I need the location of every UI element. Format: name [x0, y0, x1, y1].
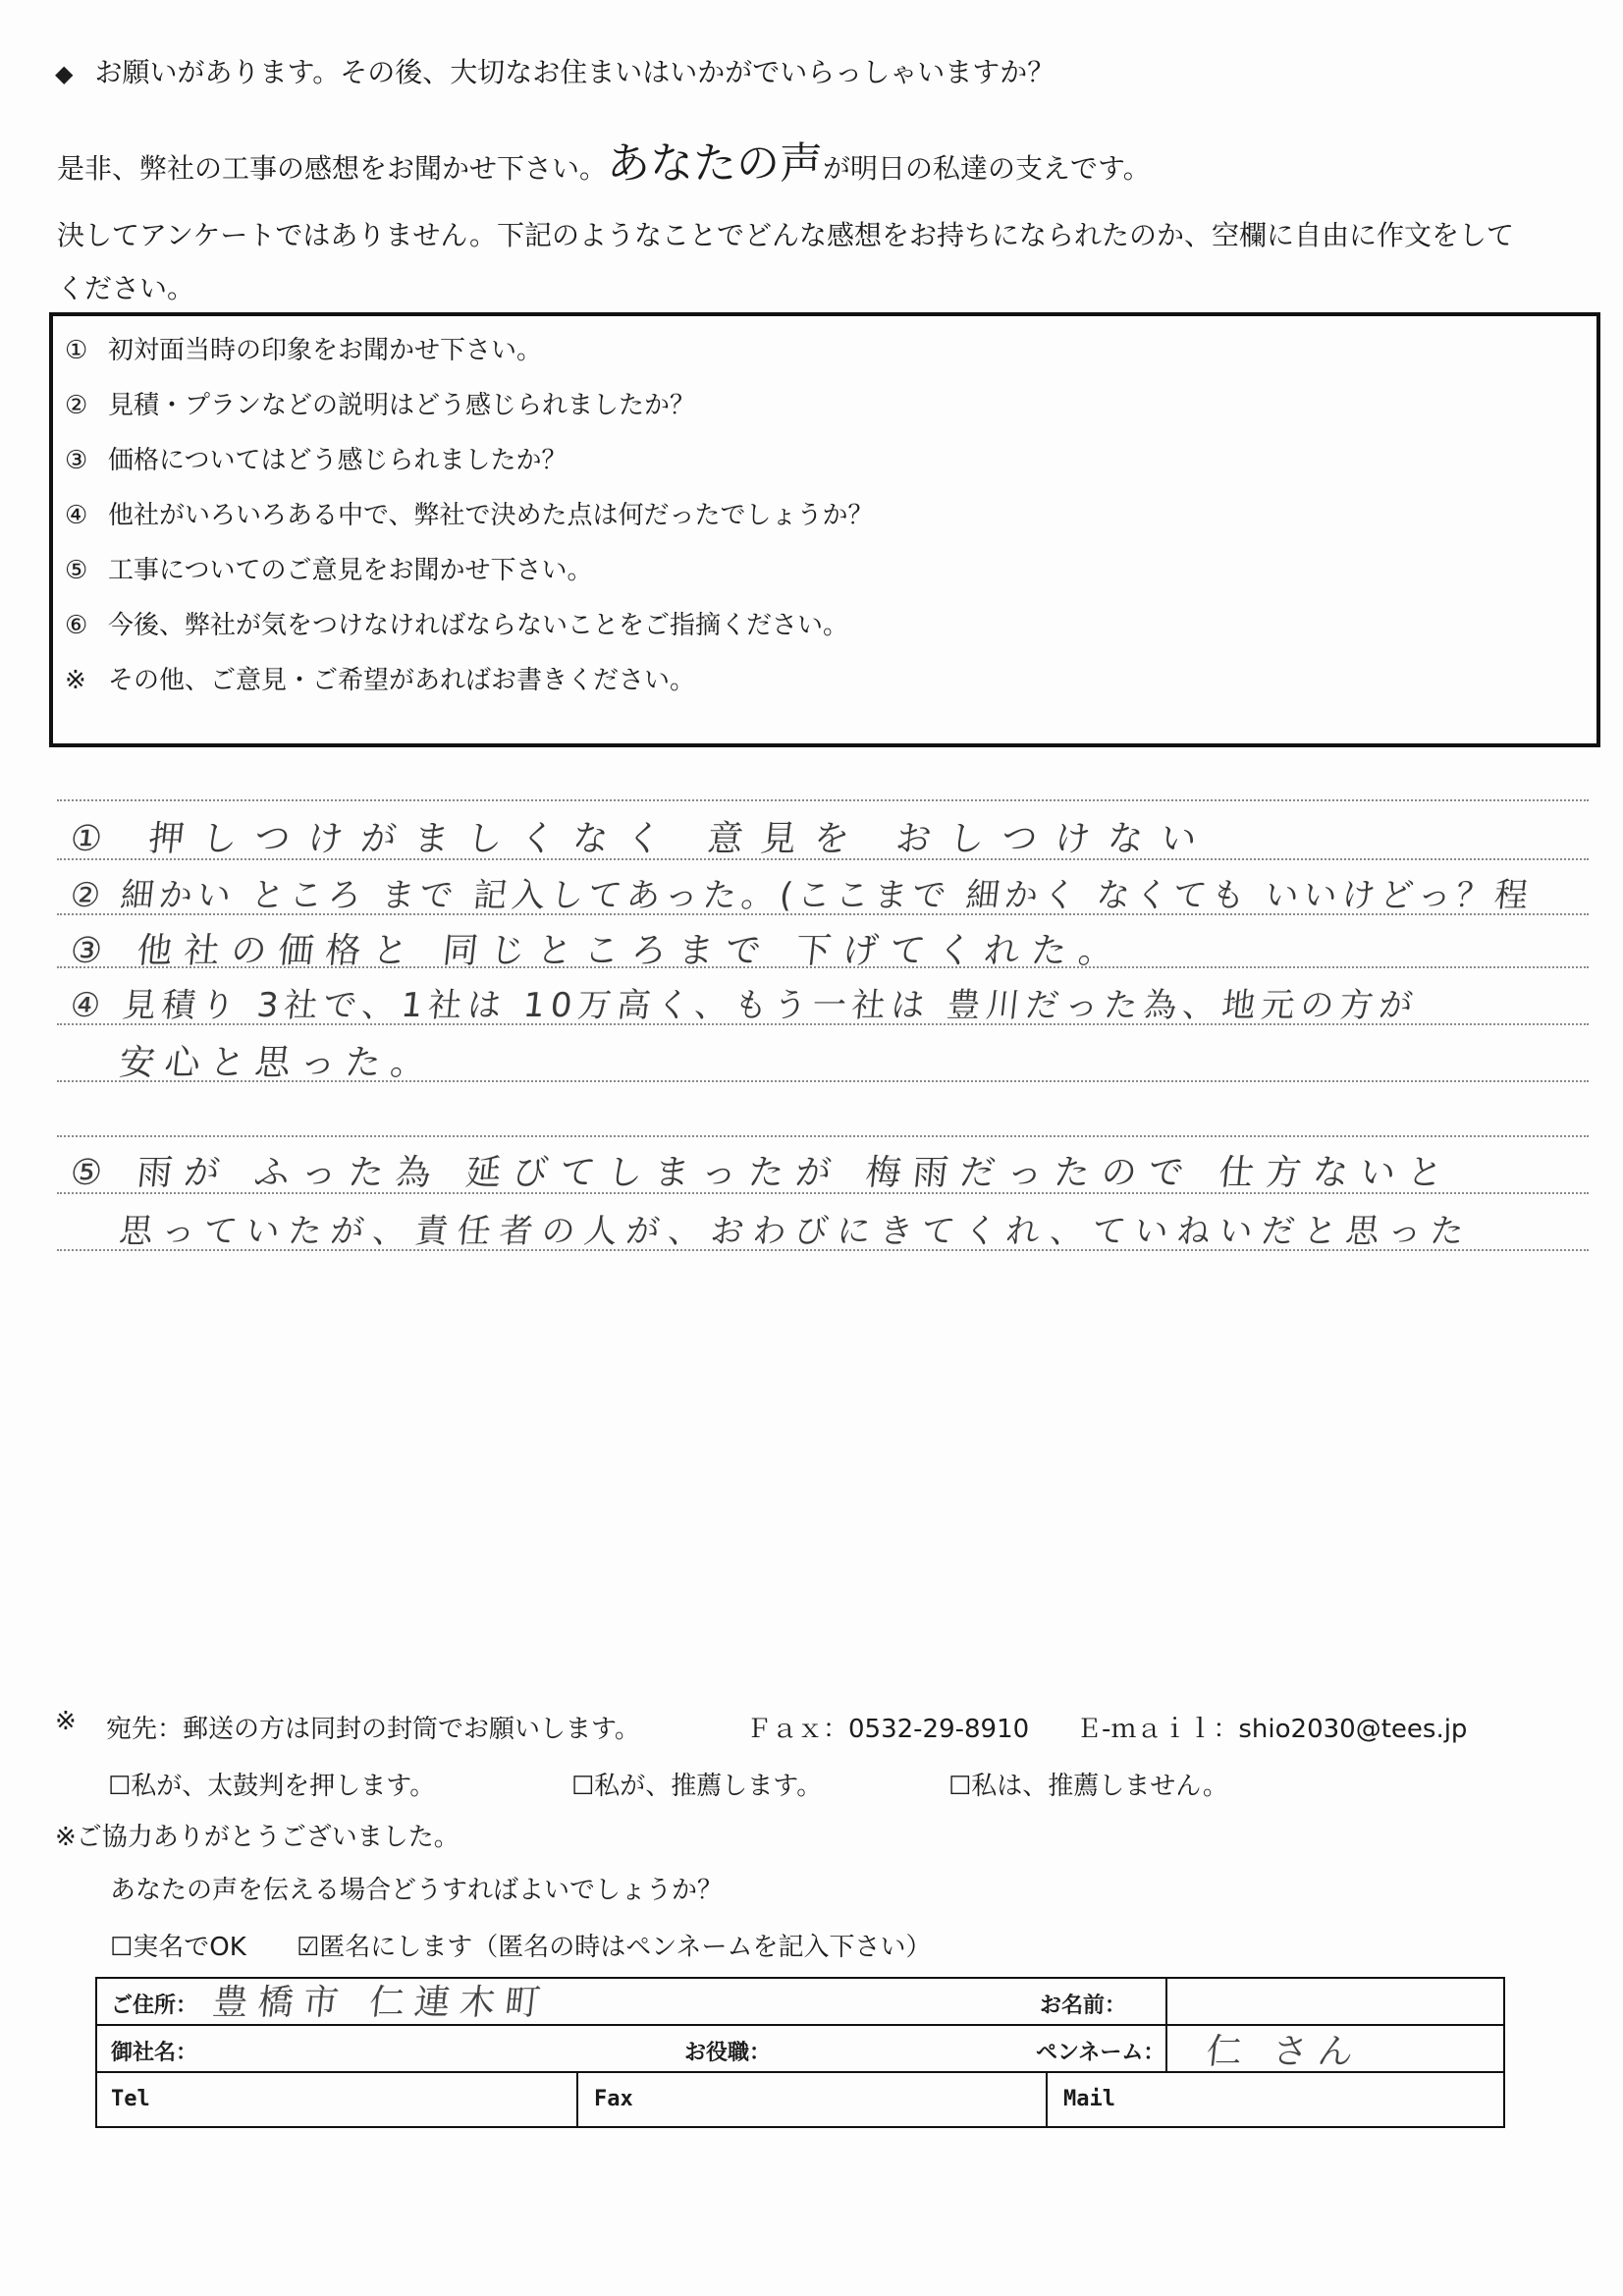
- contact-form: [95, 1977, 1505, 2128]
- question-item: [65, 495, 873, 531]
- question-item: [65, 550, 592, 586]
- question-num: ⑥: [65, 611, 88, 640]
- question-num: ①: [65, 336, 88, 365]
- question-item: [65, 660, 695, 696]
- intro-highlight: あなたの声: [607, 138, 824, 189]
- question-item: [65, 385, 695, 421]
- form-row-address: [97, 1979, 1503, 2026]
- fax-number: Ｆａｘ：0532-29-8910: [746, 1715, 1030, 1744]
- intro-line-2: [57, 128, 1151, 191]
- question-text: その他、ご意見・ご希望があればお書きください。: [108, 666, 696, 695]
- answer-line: ① 押しつけがましくなく 意見を おしつけない: [68, 819, 1217, 859]
- diamond-bullet-icon: ◆: [55, 60, 74, 87]
- email-address: Ｅ-ｍａｉｌ：shio2030@tees.jp: [1076, 1715, 1468, 1744]
- real-name-checkbox[interactable]: ☐実名でOK: [110, 1933, 246, 1962]
- disclosure-question: あなたの声を伝える場合どうすればよいでしょうか？: [110, 1876, 724, 1905]
- question-num: ④: [65, 501, 88, 530]
- question-num: ※: [65, 666, 86, 695]
- address-value[interactable]: 豊橋市 仁連木町: [210, 1983, 553, 2023]
- question-box: [49, 312, 1600, 747]
- penname-value[interactable]: 仁 さん: [1204, 2032, 1366, 2072]
- note-mark: ※: [55, 1707, 77, 1736]
- ruled-line: [57, 799, 1589, 801]
- answer-line: ② 細かい ところ まで 記入してあった。(ここまで 細かく なくても いいけどっ？程: [68, 876, 1536, 915]
- intro-line-3: 決してアンケートではありません。下記のようなことでどんな感想をお持ちになられたのか、空欄に自由に作文をして: [57, 219, 1515, 251]
- fax-label: Fax: [594, 2087, 633, 2111]
- address-label: ご住所：: [111, 1994, 198, 2018]
- question-text: 初対面当時の印象をお聞かせ下さい。: [108, 336, 543, 365]
- mailing-address-note: 宛先：郵送の方は同封の封筒でお願いします。: [106, 1715, 640, 1744]
- form-row-contact: [97, 2073, 1503, 2126]
- mail-label: Mail: [1063, 2087, 1115, 2111]
- company-label: 御社名：: [111, 2041, 198, 2065]
- option-recommend[interactable]: ☐私が、推薦します。: [571, 1772, 823, 1801]
- form-row-company: [97, 2026, 1503, 2073]
- question-text: 工事についてのご意見をお聞かせ下さい。: [108, 556, 593, 585]
- question-item: [65, 330, 542, 366]
- position-label: お役職：: [684, 2041, 772, 2065]
- tel-label: Tel: [111, 2087, 150, 2111]
- divider: [1046, 2073, 1048, 2126]
- intro-line-1-text: お願いがあります。その後、大切なお住まいはいかがでいらっしゃいますか？: [94, 56, 1055, 88]
- name-label: お名前：: [1040, 1994, 1127, 2018]
- option-not-recommend[interactable]: ☐私は、推薦しません。: [948, 1772, 1228, 1801]
- penname-label: ペンネーム：: [1036, 2041, 1165, 2065]
- option-endorse[interactable]: ☐私が、太鼓判を押します。: [108, 1772, 436, 1801]
- answer-line: ③ 他社の価格と 同じところまで 下げてくれた。: [68, 931, 1128, 971]
- question-text: 価格についてはどう感じられましたか？: [108, 446, 568, 475]
- question-num: ⑤: [65, 556, 88, 585]
- intro-line-2-pre: 是非、弊社の工事の感想をお聞かせ下さい。: [57, 152, 608, 185]
- question-item: [65, 605, 848, 641]
- divider: [576, 2073, 578, 2126]
- question-num: ③: [65, 446, 88, 475]
- question-text: 見積・プランなどの説明はどう感じられましたか？: [108, 391, 696, 420]
- answer-line: ⑤ 雨が ふった為 延びてしまったが 梅雨だったので 仕方ないと: [68, 1153, 1457, 1193]
- intro-line-2-post: が明日の私達の支えです。: [823, 152, 1151, 185]
- divider: [1165, 1979, 1167, 2024]
- answer-line: 安心と思った。: [117, 1043, 438, 1083]
- anonymous-checkbox[interactable]: ☑匿名にします（匿名の時はペンネームを記入下さい）: [297, 1933, 932, 1962]
- answer-line: 思っていたが、責任者の人が、おわびにきてくれ、ていねいだと思った: [117, 1212, 1475, 1251]
- question-num: ②: [65, 391, 88, 420]
- intro-line-1: [55, 51, 1055, 90]
- question-item: [65, 440, 567, 476]
- intro-line-4: ください。: [57, 272, 195, 304]
- question-text: 他社がいろいろある中で、弊社で決めた点は何だったでしょうか？: [108, 501, 874, 530]
- question-text: 今後、弊社が気をつけなければならないことをご指摘ください。: [108, 611, 849, 640]
- thanks-text: ※ご協力ありがとうございました。: [55, 1823, 460, 1852]
- answer-line: ④ 見積り 3社で、1社は 10万高く、もう一社は 豊川だった為、地元の方が: [68, 986, 1421, 1025]
- ruled-line: [57, 1135, 1589, 1137]
- divider: [1165, 2026, 1167, 2071]
